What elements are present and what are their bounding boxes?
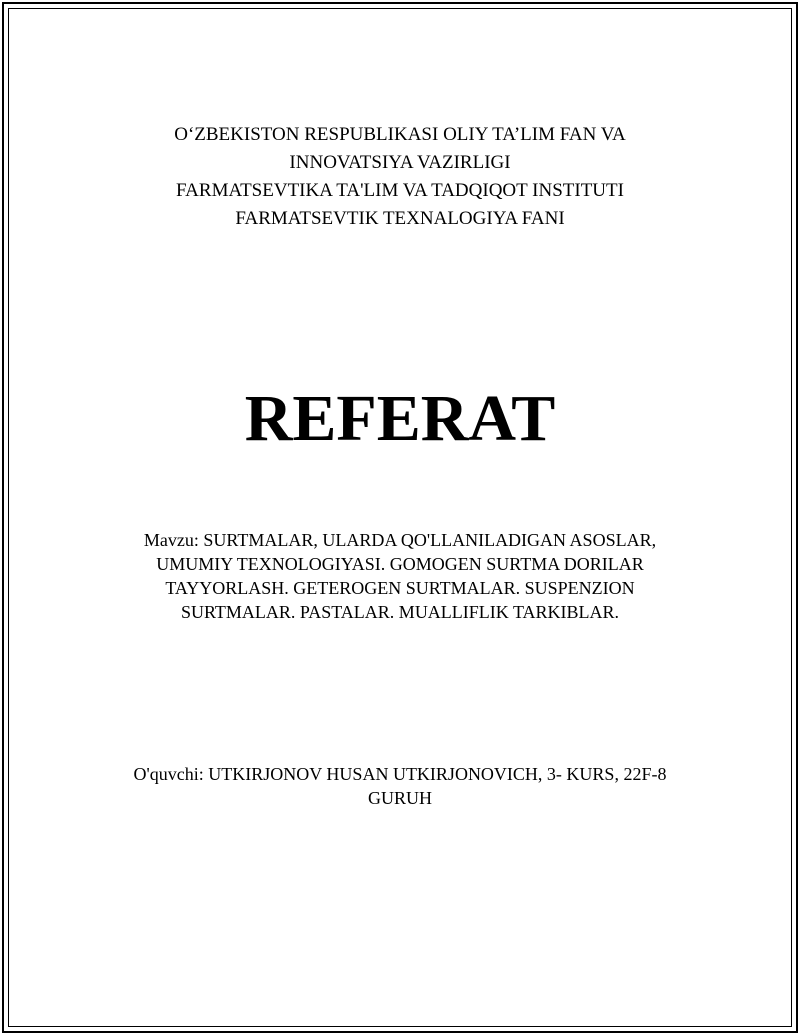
- student-line: GURUH: [367, 788, 432, 808]
- topic-line: UMUMIY TEXNOLOGIYASI. GOMOGEN SURTMA DORILAR: [156, 554, 644, 574]
- institution-header: [0, 121, 800, 233]
- header-line: O‘ZBEKISTON RESPUBLIKASI OLIY TA’LIM FAN VA: [174, 124, 626, 145]
- topic-line: TAYYORLASH. GETEROGEN SURTMALAR. SUSPENZION: [165, 578, 635, 598]
- header-line: FARMATSEVTIKA TA'LIM VA TADQIQOT INSTITUTI: [176, 180, 624, 201]
- topic-line: Mavzu: SURTMALAR, ULARDA QO'LLANILADIGAN ASOSLAR,: [143, 530, 657, 550]
- document-title: REFERAT: [244, 382, 556, 455]
- topic-section: [0, 528, 800, 624]
- header-line: INNOVATSIYA VAZIRLIGI: [289, 152, 511, 173]
- header-line: FARMATSEVTIK TEXNALOGIYA FANI: [235, 208, 565, 229]
- student-line: O'quvchi: UTKIRJONOV HUSAN UTKIRJONOVICH, 3- KURS, 22F-8: [133, 764, 667, 784]
- topic-line: SURTMALAR. PASTALAR. MUALLIFLIK TARKIBLAR.: [180, 602, 620, 622]
- student-info: [0, 762, 800, 810]
